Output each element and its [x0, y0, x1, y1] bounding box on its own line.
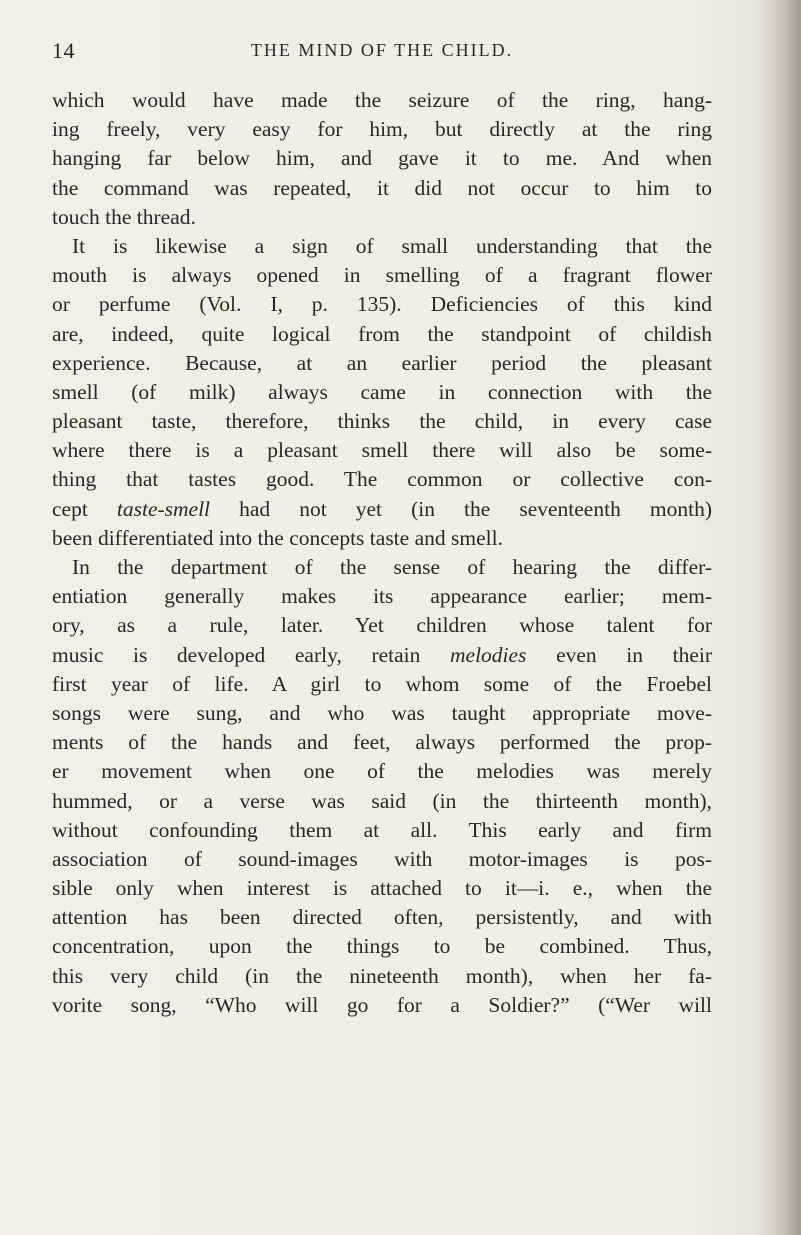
italic-text: melodies	[450, 642, 527, 667]
text-line: hanging far below him, and gave it to me. And when	[52, 146, 712, 171]
text-line: pleasant taste, therefore, thinks the child, in every case	[52, 409, 712, 434]
italic-text: taste-smell	[116, 496, 211, 521]
text-line: music is developed early, retain melodies even in their	[52, 642, 712, 667]
text-line: entiation generally makes its appearance earlier; mem-	[52, 584, 712, 609]
text-line: thing that tastes good. The common or collective con-	[52, 467, 712, 492]
text-line: hummed, or a verse was said (in the thirteenth month),	[52, 788, 712, 813]
text-line: concentration, upon the things to be combined. Thus,	[52, 934, 712, 959]
page-edge-shadow	[763, 0, 801, 1235]
text-line: are, indeed, quite logical from the standpoint of childish	[52, 321, 712, 346]
text-line: where there is a pleasant smell there will also be some-	[52, 438, 712, 463]
page-number: 14	[52, 38, 75, 63]
running-head: THE MIND OF THE CHILD.	[250, 40, 514, 60]
text-line: the command was repeated, it did not occur to him to	[52, 175, 712, 200]
text-line: er movement when one of the melodies was merely	[52, 759, 712, 784]
page-header	[52, 38, 712, 68]
text-line: In the department of the sense of hearing the differ-	[72, 555, 712, 579]
text-line: smell (of milk) always came in connection with the	[52, 379, 712, 404]
text-line: association of sound-images with motor-images is pos-	[52, 846, 712, 871]
text-line: which would have made the seizure of the ring, hang-	[52, 88, 712, 112]
text-line: ments of the hands and feet, always performed the prop-	[52, 730, 712, 755]
text-line: or perfume (Vol. I, p. 135). Deficiencies of this kind	[52, 292, 712, 317]
text-line: been differentiated into the concepts taste and smell.	[52, 525, 503, 550]
text-line: It is likewise a sign of small understanding that the	[72, 233, 712, 258]
text-line: songs were sung, and who was taught appropriate move-	[52, 700, 712, 725]
text-line: without confounding them at all. This early and firm	[52, 817, 712, 842]
text-line: touch the thread.	[52, 204, 196, 229]
text-line: cept taste-smell had not yet (in the seventeenth month)	[52, 496, 712, 521]
text-line: attention has been directed often, persistently, and with	[52, 905, 712, 930]
text-line: ory, as a rule, later. Yet children whose talent for	[52, 613, 712, 638]
text-line: first year of life. A girl to whom some of the Froebel	[52, 671, 712, 696]
text-line: vorite song, “Who will go for a Soldier?” (“Wer will	[52, 992, 712, 1017]
text-line: mouth is always opened in smelling of a fragrant flower	[52, 263, 712, 288]
text-line: sible only when interest is attached to it—i. e., when the	[52, 876, 712, 901]
text-line: experience. Because, at an earlier period the pleasant	[52, 350, 712, 375]
text-line: this very child (in the nineteenth month), when her fa-	[52, 963, 712, 988]
text-line: ing freely, very easy for him, but directly at the ring	[52, 117, 712, 142]
body-text	[52, 86, 712, 1020]
